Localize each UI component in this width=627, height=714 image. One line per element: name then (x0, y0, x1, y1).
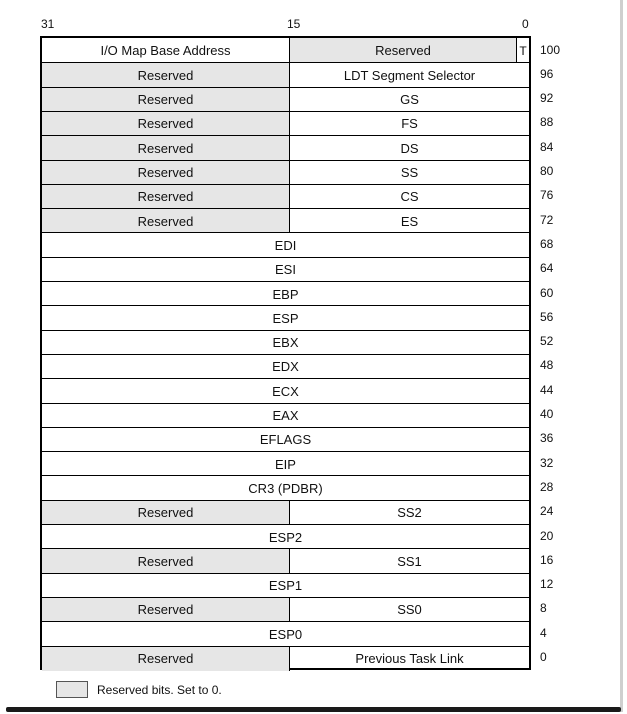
tss-row (42, 135, 529, 160)
field-cell: CS (400, 189, 419, 205)
tss-layout-table (40, 36, 531, 670)
offset-label: 92 (540, 91, 554, 106)
offset-label: 20 (540, 528, 554, 543)
field-cell: Previous Task Link (355, 651, 464, 666)
tss-row (42, 208, 529, 233)
reserved-cell: Reserved (42, 209, 290, 233)
offset-label: 64 (540, 261, 554, 276)
offset-label: 24 (540, 504, 554, 519)
offset-label: 88 (540, 115, 554, 130)
legend-swatch (56, 681, 88, 698)
offset-label: 48 (540, 358, 554, 373)
tss-row (42, 354, 529, 379)
page-edge-shadow (620, 0, 623, 712)
tss-row (42, 330, 529, 355)
bit-label-0: 0 (522, 17, 529, 31)
tss-row (42, 597, 529, 622)
reserved-cell: Reserved (42, 185, 290, 209)
field-cell: SS (400, 165, 419, 180)
reserved-cell: Reserved (42, 647, 290, 671)
tss-row (42, 62, 529, 87)
field-cell: SS1 (397, 553, 422, 569)
field-cell: EDX (272, 359, 299, 375)
tss-row (42, 257, 529, 282)
tss-row (42, 451, 529, 476)
tss-row (42, 87, 529, 112)
tss-row (42, 111, 529, 136)
reserved-cell: Reserved (42, 112, 290, 136)
tss-row (42, 646, 529, 671)
offset-label: 56 (540, 309, 554, 324)
offset-label: 16 (540, 552, 554, 567)
offset-label: 76 (540, 188, 554, 203)
field-cell: ESP2 (268, 529, 303, 545)
offset-label: 72 (540, 212, 554, 227)
bit-label-15: 15 (287, 17, 301, 31)
field-cell: ESP1 (268, 578, 303, 594)
tss-row (42, 38, 529, 63)
field-cell: ECX (272, 383, 299, 399)
offset-label: 52 (540, 334, 554, 349)
offset-label: 4 (540, 625, 547, 640)
reserved-cell: Reserved (42, 136, 290, 160)
tss-row (42, 475, 529, 500)
field-cell: ESP0 (268, 626, 303, 642)
field-cell: GS (400, 92, 419, 108)
reserved-cell: Reserved (42, 549, 290, 573)
field-cell: EIP (275, 456, 296, 472)
tss-row (42, 160, 529, 185)
tss-row (42, 378, 529, 403)
tss-row (42, 524, 529, 549)
offset-label: 32 (540, 455, 554, 470)
debug-trap-flag-cell: T (516, 38, 529, 63)
field-cell: EDI (274, 237, 297, 253)
tss-row (42, 427, 529, 452)
tss-row (42, 500, 529, 525)
offset-label: 100 (540, 42, 561, 57)
field-cell: I/O Map Base Address (42, 38, 290, 63)
field-cell: FS (401, 116, 418, 132)
reserved-cell: Reserved (42, 598, 290, 622)
offset-label: 28 (540, 479, 554, 494)
offset-label: 12 (540, 577, 554, 592)
tss-row (42, 305, 529, 330)
tss-row (42, 232, 529, 257)
offset-label: 36 (540, 431, 554, 446)
field-cell: ESI (275, 262, 296, 278)
field-cell: EBX (272, 335, 299, 351)
field-cell: LDT Segment Selector (343, 67, 476, 83)
offset-label: 96 (540, 66, 554, 81)
tss-row (42, 403, 529, 428)
offset-label: 68 (540, 236, 554, 251)
offset-label: 80 (540, 164, 554, 178)
offset-label: 44 (540, 382, 554, 397)
offset-label: 60 (540, 285, 554, 300)
offset-label: 8 (540, 601, 547, 616)
reserved-cell: Reserved (42, 161, 290, 185)
legend-text: Reserved bits. Set to 0. (97, 683, 222, 697)
reserved-cell: Reserved (42, 63, 290, 87)
tss-row (42, 281, 529, 306)
field-cell: SS0 (397, 602, 422, 618)
tss-row (42, 621, 529, 646)
field-cell: CR3 (PDBR) (248, 480, 323, 496)
bottom-rule (6, 707, 621, 712)
tss-row (42, 548, 529, 573)
offset-label: 40 (540, 407, 554, 421)
offset-label: 0 (540, 650, 547, 664)
offset-label: 84 (540, 139, 554, 154)
tss-row (42, 184, 529, 209)
bit-label-31: 31 (41, 17, 55, 31)
field-cell: EFLAGS (259, 432, 312, 448)
field-cell: SS2 (397, 505, 422, 521)
field-cell: ES (400, 213, 419, 229)
field-cell: EBP (272, 286, 299, 302)
tss-row (42, 573, 529, 598)
field-cell: DS (400, 140, 419, 156)
reserved-cell: Reserved (42, 88, 290, 112)
field-cell: ESP (272, 310, 299, 326)
reserved-cell: Reserved (42, 501, 290, 525)
reserved-cell: Reserved (290, 38, 516, 63)
field-cell: EAX (272, 408, 299, 423)
